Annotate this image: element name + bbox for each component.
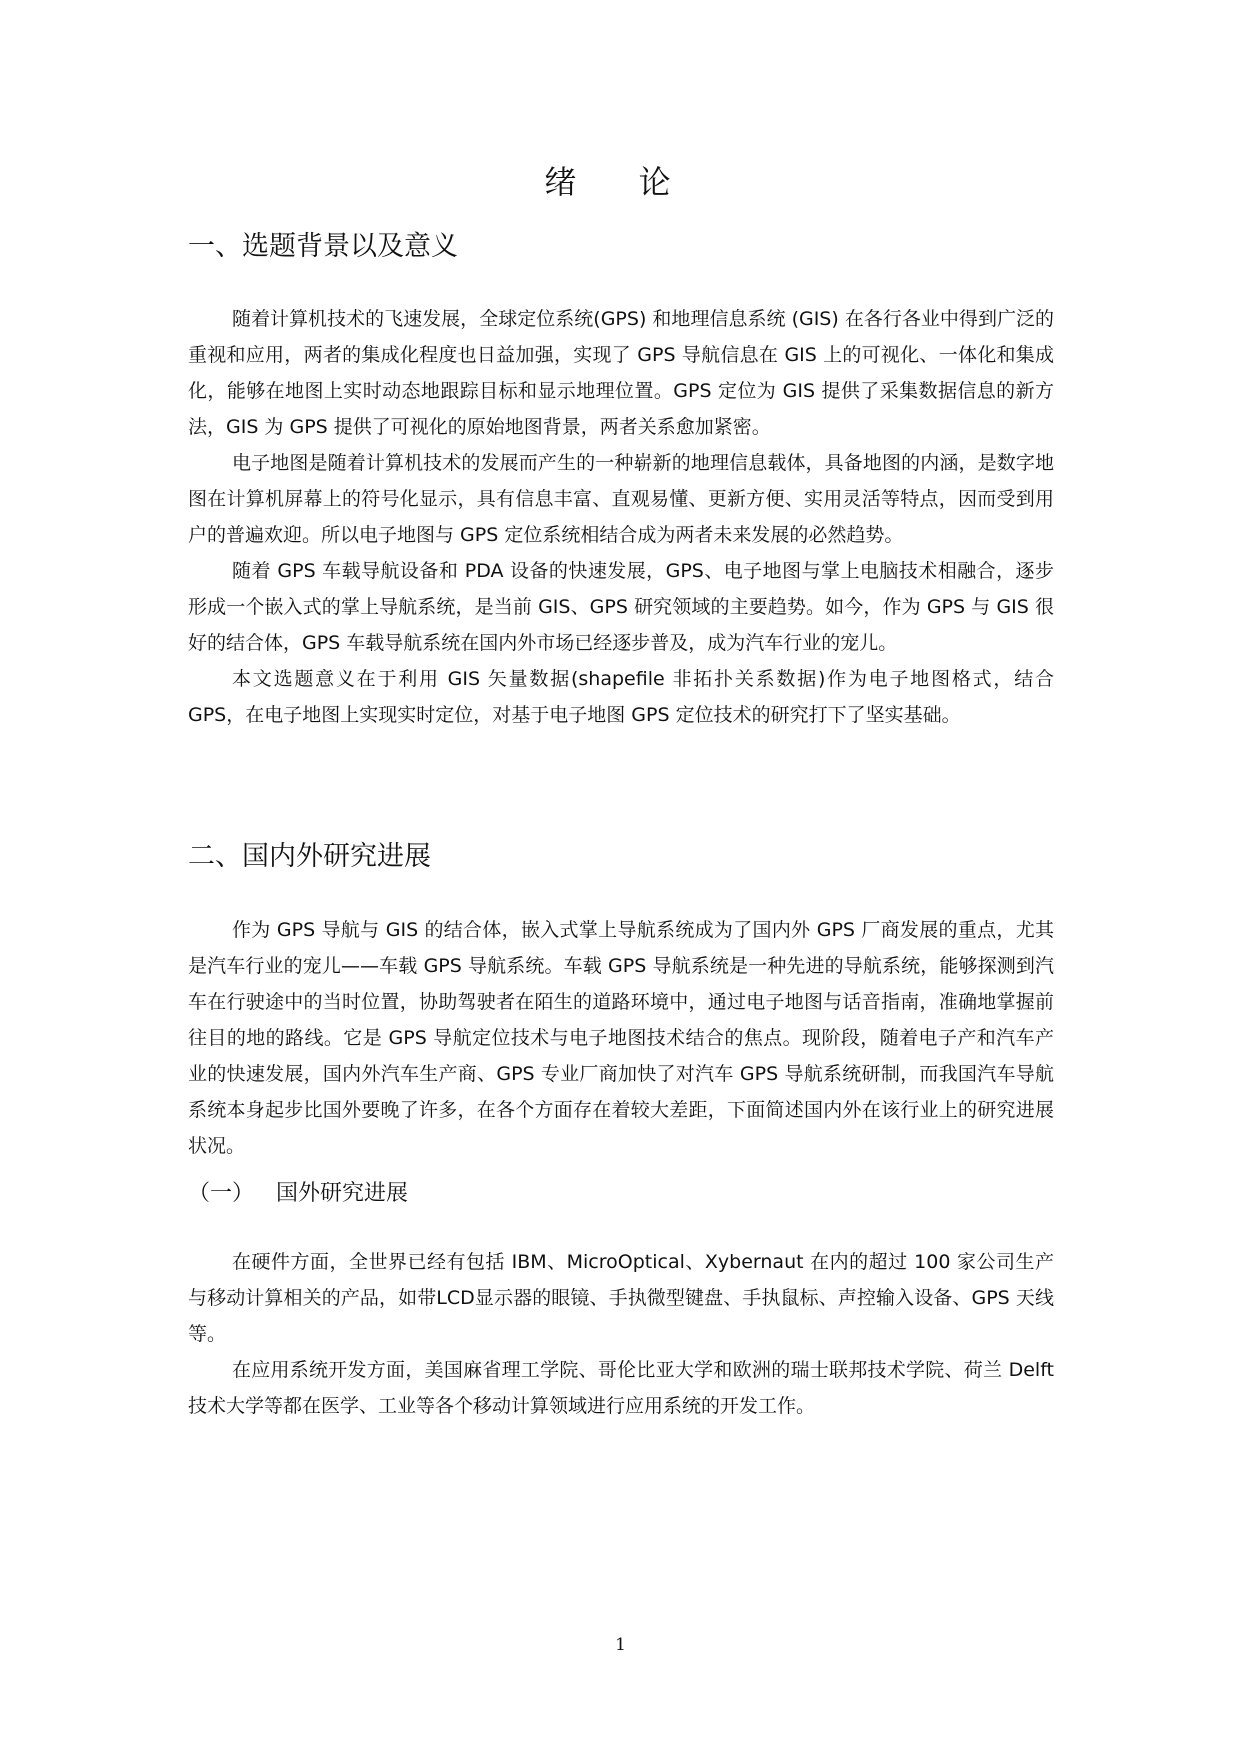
- subsection-number: （一）: [188, 1181, 255, 1206]
- subsection-heading-foreign-research: [188, 1178, 408, 1210]
- subsection-title: 国外研究进展: [276, 1181, 409, 1206]
- paragraph: 在应用系统开发方面，美国麻省理工学院、哥伦比亚大学和欧洲的瑞士联邦技术学院、荷兰 Delft 技术大学等都在医学、工业等各个移动计算领域进行应用系统的开发工作。: [188, 1359, 1054, 1417]
- paragraph: 电子地图是随着计算机技术的发展而产生的一种崭新的地理信息载体，具备地图的内涵，是数字地图在计算机屏幕上的符号化显示，具有信息丰富、直观易懂、更新方便、实用灵活等特点，因而受到用户的普遍欢迎。所以电子地图与 GPS 定位系统相结合成为两者未来发展的必然趋势。: [188, 452, 1054, 546]
- section-body-background: [188, 301, 1054, 733]
- paragraph: 本文选题意义在于利用 GIS 矢量数据(shapefile 非拓扑关系数据)作为电子地图格式，结合 GPS，在电子地图上实现实时定位，对基于电子地图 GPS 定位技术的研究打下了坚实基础。: [188, 668, 1054, 726]
- document-title: 绪 论: [544, 163, 697, 201]
- paragraph: 随着 GPS 车载导航设备和 PDA 设备的快速发展，GPS、电子地图与掌上电脑技术相融合，逐步形成一个嵌入式的掌上导航系统，是当前 GIS、GPS 研究领域的主要趋势。如今，作为 GPS 与 GIS 很好的结合体，GPS 车载导航系统在国内外市场已经逐步普及，成为汽车行业的宠儿。: [188, 560, 1054, 654]
- subsection-body-foreign-research: [188, 1244, 1054, 1424]
- section-heading-background: 一、选题背景以及意义: [188, 231, 458, 262]
- section-body-research-progress: [188, 912, 1054, 1164]
- paragraph: 作为 GPS 导航与 GIS 的结合体，嵌入式掌上导航系统成为了国内外 GPS 厂商发展的重点，尤其是汽车行业的宠儿——车载 GPS 导航系统。车载 GPS 导航系统是一种先进的导航系统，能够探测到汽车在行驶途中的当时位置，协助驾驶者在陌生的道路环境中，通过电子地图与话音指南，准确地掌握前往目的地的路线。它是 GPS 导航定位技术与电子地图技术结合的焦点。现阶段，随着电子产和汽车产业的快速发展，国内外汽车生产商、GPS 专业厂商加快了对汽车 GPS 导航系统研制，而我国汽车导航系统本身起步比国外要晚了许多，在各个方面存在着较大差距，下面简述国内外在该行业上的研究进展状况。: [188, 919, 1054, 1157]
- paragraph: 随着计算机技术的飞速发展，全球定位系统(GPS) 和地理信息系统 (GIS) 在各行各业中得到广泛的重视和应用，两者的集成化程度也日益加强，实现了 GPS 导航信息在 GIS 上的可视化、一体化和集成化，能够在地图上实时动态地跟踪目标和显示地理位置。GPS 定位为 GIS 提供了采集数据信息的新方法，GIS 为 GPS 提供了可视化的原始地图背景，两者关系愈加紧密。: [188, 308, 1054, 438]
- page-number: 1: [615, 1635, 626, 1655]
- paragraph: 在硬件方面，全世界已经有包括 IBM、MicroOptical、Xybernaut 在内的超过 100 家公司生产与移动计算相关的产品，如带LCD显示器的眼镜、手执微型键盘、手执鼠标、声控输入设备、GPS 天线等。: [188, 1251, 1054, 1345]
- section-heading-research-progress: 二、国内外研究进展: [188, 841, 431, 872]
